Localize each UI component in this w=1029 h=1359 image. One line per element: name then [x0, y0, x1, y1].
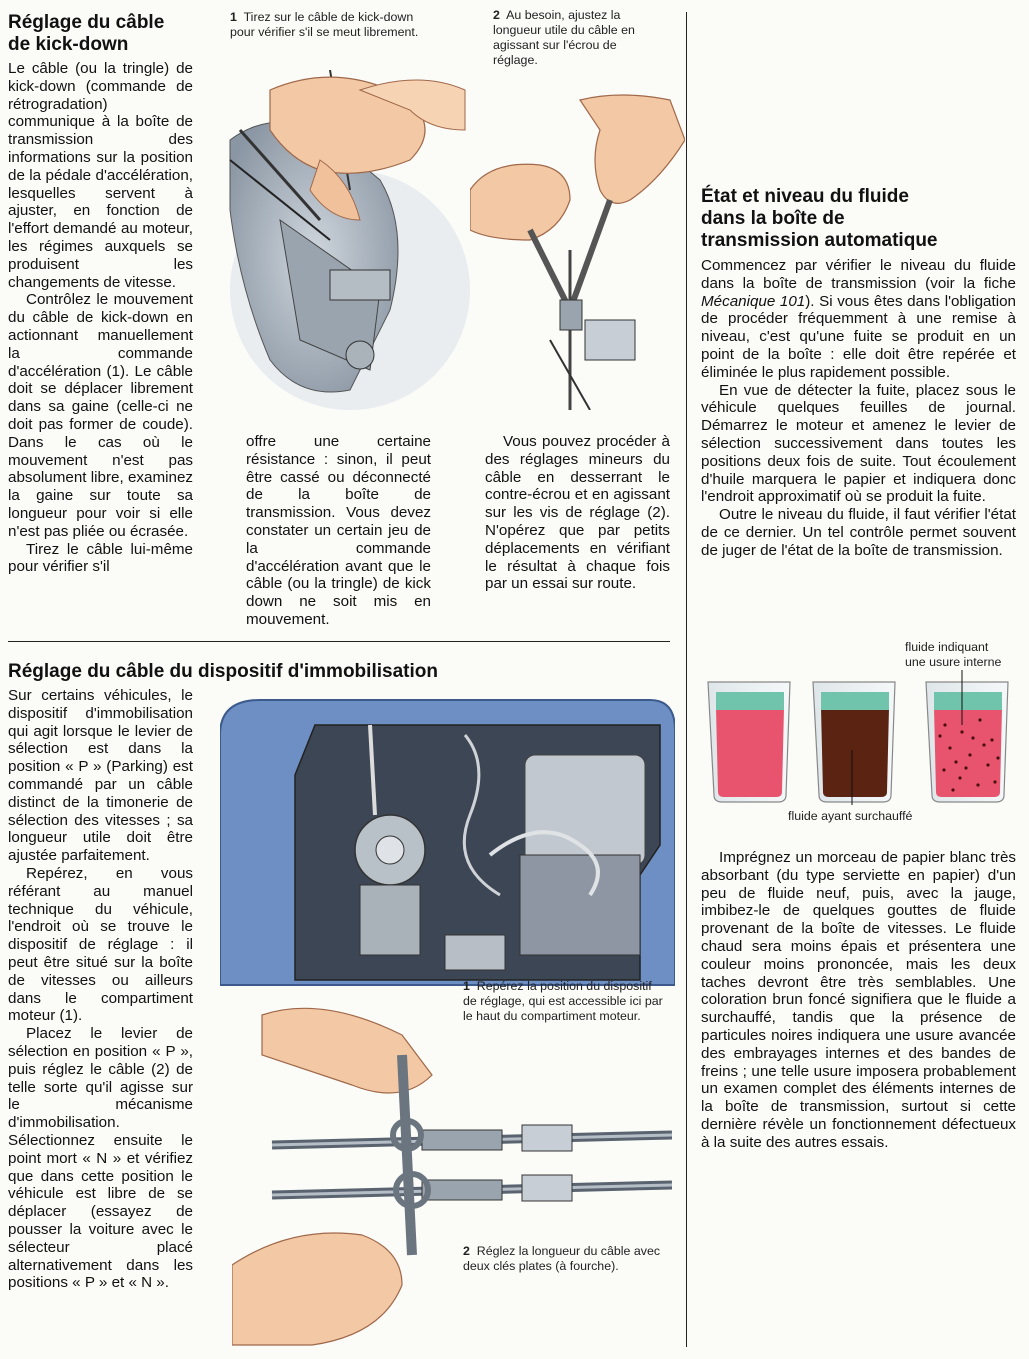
- caption-text: Tirez sur le câble de kick-down pour vérifier s'il se meut librement.: [230, 10, 419, 39]
- section1-paragraph3: Tirez le câble lui-même pour vérifier s'il: [8, 540, 193, 576]
- kickdown-throttle-illustration: [210, 70, 470, 415]
- section3-title-line2: dans la boîte de: [701, 208, 845, 229]
- wrenches-adjustment-illustration: [232, 995, 672, 1350]
- label-overheated: fluide ayant surchauffé: [788, 809, 913, 823]
- fluid-beakers-illustration: [700, 670, 1020, 810]
- section1-title: [8, 12, 208, 56]
- section-divider-horizontal: [8, 641, 670, 642]
- section1-paragraph1: Le câble (ou la tringle) de kick-down (commande de rétrogradation) communique à la boîte de transmission des informations sur la position de la pédale d'accélération, lesquelles servent à ajuster, en fonction de l'effort demandé au moteur, les régimes auxquels se produisent les changements de vitesse.: [8, 60, 193, 291]
- caption-number: 1: [230, 10, 237, 24]
- reference-mecanique-101: Mécanique 101: [701, 292, 806, 310]
- section1-column1: [8, 60, 193, 576]
- section1-title-line2: de kick-down: [8, 34, 129, 55]
- section3-paragraph3: Outre le niveau du fluide, il faut vérifier l'état de ce dernier. Un tel contrôle permet souvent de juger de l'état de la boîte de transmission.: [701, 506, 1016, 559]
- beaker-worn-fluid: [926, 670, 1008, 802]
- section1-paragraph4: offre une certaine résistance : sinon, il peut être cassé ou déconnecté de la boîte de transmission. Vous devez constater un certain jeu de la commande d'accélération avant que le câble (ou la tringle) de kick down ne soit mis en mouvement.: [246, 433, 431, 628]
- caption-text: Au besoin, ajustez la longueur utile du câble en agissant sur l'écrou de réglage.: [493, 8, 635, 67]
- section3-title: [701, 186, 1021, 252]
- beaker-overheated-fluid: [813, 682, 895, 805]
- section2-paragraph3: Placez le levier de sélection en position « P », puis réglez le câble (2) de telle sorte qu'il agisse sur le mécanisme d'immobilisation. Sélectionnez ensuite le point mort « N » et vérifiez que dans cette position le véhicule est libre de se déplacer (essayez de pousser la voiture avec le sélecteur placé alternativement dans les positions « P » et « N ».: [8, 1025, 193, 1292]
- section3-column-bottom: [701, 849, 1016, 1152]
- column-divider-vertical: [686, 12, 687, 1347]
- section1-title-line1: Réglage du câble: [8, 12, 165, 33]
- section1-column2: [246, 433, 431, 629]
- section3-title-line1: État et niveau du fluide: [701, 186, 909, 207]
- caption-number: 2: [493, 8, 500, 22]
- section2-title: Réglage du câble du dispositif d'immobilisation: [8, 661, 438, 682]
- engine-compartment-illustration: [220, 695, 675, 995]
- section3-title-line3: transmission automatique: [701, 230, 938, 251]
- section1-paragraph2: Contrôlez le mouvement du câble de kick-down en actionnant manuellement la commande d'accélération (1). Le câble doit se déplacer librement dans sa gaine (celle-ci ne doit pas former de coude). Dans le cas où le mouvement n'est pas absolument libre, examinez la gaine sur toute sa longueur pour voir si elle n'est pas pliée ou écrasée.: [8, 291, 193, 540]
- caption-text: Repérez la position du dispositif de réglage, qui est accessible ici par le haut du compartiment moteur.: [463, 979, 663, 1023]
- label-internal-wear: fluide indiquant une usure interne: [905, 640, 1002, 669]
- caption-text: Réglez la longueur du câble avec deux clés plates (à fourche).: [463, 1244, 661, 1273]
- caption-number: 1: [463, 979, 470, 993]
- kickdown-caption-2: [493, 8, 653, 68]
- section2-paragraph2: Repérez, en vous référant au manuel technique du véhicule, l'endroit où se trouve le dispositif de réglage : il peut être situé sur la boîte de vitesses ou ailleurs dans le compartiment moteur (1).: [8, 864, 193, 1025]
- section2-paragraph1: Sur certains véhicules, le dispositif d'immobilisation qui agit lorsque le levier de sélection est dans la position « P » (Parking) est commandé par un câble distinct de la timonerie de sélection des vitesses ; sa longueur utile doit être ajustée parfaitement.: [8, 687, 193, 865]
- section2-column: [8, 687, 193, 1292]
- caption-number: 2: [463, 1244, 470, 1258]
- kickdown-adjust-illustration: [470, 80, 685, 410]
- immob-caption-2: [463, 1244, 663, 1274]
- section3-paragraph4: Imprégnez un morceau de papier blanc très absorbant (du type serviette en papier) d'un peu de fluide neuf, puis, avec la jauge, imbibez-le de quelques gouttes de fluide provenant de la boîte de vitesses. Le fluide chaud sera moins épais et présentera une couleur moins prononcée, mais les deux taches devront être très semblables. Une coloration brun foncé signifiera que le fluide a surchauffé, tandis que la présence de particules noires indiquera une usure avancée des embrayages internes et des bandes de freins ; une telle usure imposera probablement un examen complet des éléments internes de la boîte de transmission, surtout si cette dernière révèle un fonctionnement défectueux à la suite des autres essais.: [701, 849, 1016, 1151]
- section3-paragraph2: En vue de détecter la fuite, placez sous le véhicule quelques feuilles de journal. Démarrez le moteur et amenez le levier de sélection successivement dans toutes les positions deux fois de suite. Tout écoulement d'huile marquera le papier et indiquera donc l'endroit approximatif où se produit la fuite.: [701, 381, 1016, 506]
- section3-column-top: [701, 257, 1016, 560]
- section1-column3: [485, 433, 670, 593]
- kickdown-caption-1: [230, 10, 440, 40]
- section1-paragraph5: Vous pouvez procéder à des réglages mineurs du câble en desserrant le contre-écrou et en agissant sur les vis de réglage (2). N'opérez que par petits déplacements en vérifiant le résultat à chaque fois par un essai sur route.: [485, 433, 670, 593]
- section3-paragraph1: Commencez par vérifier le niveau du fluide dans la boîte de transmission (voir la fiche Mécanique 101). Si vous êtes dans l'obligation de procéder fréquemment à une remise à niveau, c'est qu'une fuite se produit en un point de la boîte : elle doit être repérée et éliminée le plus rapidement possible.: [701, 257, 1016, 381]
- beaker-normal-fluid: [708, 682, 790, 802]
